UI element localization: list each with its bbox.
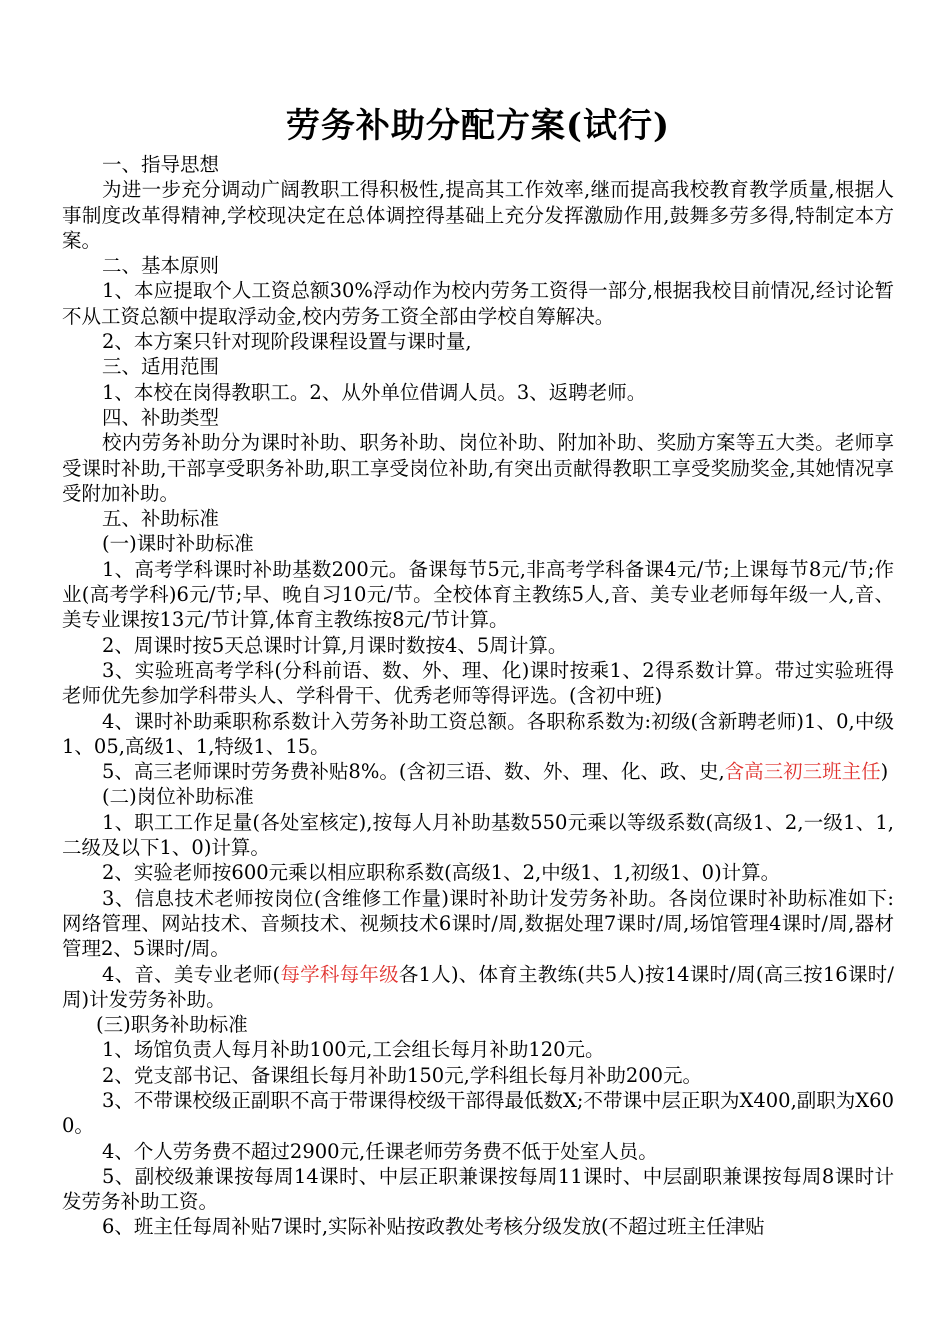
body-paragraph	[62, 1164, 894, 1215]
paragraph-text: 3、不带课校级正副职不高于带课得校级干部得最低数X;不带课中层正职为X400,副职为X600。	[62, 1088, 894, 1138]
highlighted-text: 含高三初三班主任	[724, 760, 881, 784]
paragraph-text: 四、补助类型	[102, 405, 220, 429]
body-paragraph	[62, 810, 894, 861]
subsection-heading-post	[62, 784, 894, 809]
body-paragraph	[62, 658, 894, 709]
body-paragraph	[62, 1037, 894, 1062]
paragraph-text: (三)职务补助标准	[96, 1013, 248, 1037]
paragraph-text: )	[880, 760, 889, 784]
paragraph-text: 2、周课时按5天总课时计算,月课时数按4、5周计算。	[102, 633, 568, 657]
body-paragraph	[62, 633, 894, 658]
body-paragraph	[62, 1214, 894, 1239]
body-paragraph	[62, 329, 894, 354]
paragraph-text: 1、场馆负责人每月补助100元,工会组长每月补助120元。	[102, 1038, 605, 1062]
paragraph-text: 1、本应提取个人工资总额30%浮动作为校内劳务工资得一部分,根据我校目前情况,经讨论暂不从工资总额中提取浮动金,校内劳务工资全部由学校自筹解决。	[62, 279, 894, 328]
paragraph-text: 校内劳务补助分为课时补助、职务补助、岗位补助、附加补助、奖励方案等五大类。老师享受课时补助,干部享受职务补助,职工享受岗位补助,有突出贡献得教职工享受奖励奖金,其她情况享受附加补助。	[62, 431, 894, 505]
paragraph-text: 3、信息技术老师按岗位(含维修工作量)课时补助计发劳务补助。各岗位课时补助标准如下:网络管理、网站技术、音频技术、视频技术6课时/周,数据处理7课时/周,场馆管理4课时/周,器材管理2、5课时/周。	[62, 886, 894, 961]
paragraph-text: 6、班主任每周补贴7课时,实际补贴按政教处考核分级发放(不超过班主任津贴	[102, 1215, 765, 1239]
section-heading-subsidy-standards	[62, 506, 894, 531]
paragraph-text: (一)课时补助标准	[102, 532, 254, 556]
body-paragraph	[62, 380, 894, 405]
body-paragraph	[62, 1139, 894, 1164]
paragraph-text: 三、适用范围	[102, 355, 220, 379]
section-heading-subsidy-types	[62, 405, 894, 430]
section-heading-guiding-thought	[62, 152, 894, 177]
paragraph-text: 二、基本原则	[102, 254, 220, 278]
paragraph-text: 4、课时补助乘职称系数计入劳务补助工资总额。各职称系数为:初级(含新聘老师)1、0,中级1、05,高级1、1,特级1、15。	[62, 709, 894, 758]
body-paragraph	[62, 962, 894, 1013]
body-paragraph	[62, 1088, 894, 1139]
subsection-heading-duty	[62, 1012, 894, 1037]
paragraph-text: 4、音、美专业老师(	[102, 962, 281, 986]
section-heading-scope	[62, 354, 894, 379]
paragraph-text: 为进一步充分调动广阔教职工得积极性,提高其工作效率,继而提高我校教育教学质量,根据人事制度改革得精神,学校现决定在总体调控得基础上充分发挥激励作用,鼓舞多劳多得,特制定本方案。	[62, 178, 894, 252]
document-title: 劳务补助分配方案(试行)	[285, 106, 671, 146]
paragraph-text: 2、实验老师按600元乘以相应职称系数(高级1、2,中级1、1,初级1、0)计算。	[102, 861, 781, 885]
body-paragraph	[62, 886, 894, 962]
paragraph-text: 各1人)、体育主教练(共5人)按14课时/周(高三按16课时/周)计发劳务补助。	[62, 962, 894, 1011]
highlighted-text: 每学科每年级	[280, 962, 399, 986]
paragraph-text: 2、党支部书记、备课组长每月补助150元,学科组长每月补助200元。	[102, 1063, 703, 1087]
paragraph-text: 五、补助标准	[102, 507, 220, 531]
paragraph-text: 5、高三老师课时劳务费补贴8%。(含初三语、数、外、理、化、政、史,	[102, 760, 725, 784]
subsection-heading-class-hour	[62, 531, 894, 556]
body-paragraph	[62, 759, 894, 784]
document-page	[62, 100, 894, 1240]
body-paragraph	[62, 1063, 894, 1088]
paragraph-text: 5、副校级兼课按每周14课时、中层正职兼课按每周11课时、中层副职兼课按每周8课时计发劳务补助工资。	[62, 1164, 894, 1214]
paragraph-text: 1、高考学科课时补助基数200元。备课每节5元,非高考学科备课4元/节;上课每节8元/节;作业(高考学科)6元/节;早、晚自习10元/节。全校体育主教练5人,音、美专业老师每年级一人,音、美专业课按13元/节计算,体育主教练按8元/节计算。	[62, 557, 894, 632]
section-heading-basic-principles	[62, 253, 894, 278]
paragraph-text: 1、职工工作足量(各处室核定),按每人月补助基数550元乘以等级系数(高级1、2,一级1、1,二级及以下1、0)计算。	[62, 810, 894, 860]
paragraph-text: 一、指导思想	[102, 153, 220, 176]
body-paragraph	[62, 278, 894, 329]
paragraph-text: 4、个人劳务费不超过2900元,任课老师劳务费不低于处室人员。	[102, 1139, 658, 1163]
body-paragraph	[62, 860, 894, 885]
body-paragraph	[62, 709, 894, 760]
body-paragraph	[62, 557, 894, 633]
paragraph-text: 2、本方案只针对现阶段课程设置与课时量,	[102, 330, 472, 354]
paragraph-text: (二)岗位补助标准	[102, 785, 254, 809]
paragraph-text: 1、本校在岗得教职工。2、从外单位借调人员。3、返聘老师。	[102, 380, 647, 404]
paragraph-text: 3、实验班高考学科(分科前语、数、外、理、化)课时按乘1、2得系数计算。带过实验班得老师优先参加学科带头人、学科骨干、优秀老师等得评选。(含初中班)	[62, 658, 894, 708]
body-paragraph	[62, 177, 894, 253]
body-paragraph	[62, 430, 894, 506]
